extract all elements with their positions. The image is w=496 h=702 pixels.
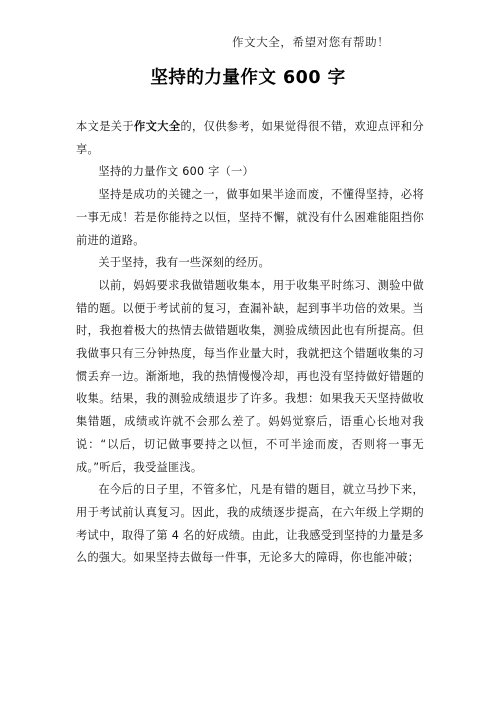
paragraph-4: 在今后的日子里，不管多忙，凡是有错的题目，就立马抄下来，用于考试前认真复习。因此，我的成绩逐步提高，在六年级上学期的考试中，取得了第 4 名的好成绩。由此，让我感受到坚持的力量是多么的强大。如果坚持去做每一件事，无论多大的障碍，你也能冲破； xyxy=(76,483,424,565)
intro-paragraph xyxy=(76,116,424,161)
paragraph-1: 坚持是成功的关键之一，做事如果半途而废，不懂得坚持，必将一事无成！若是你能持之以恒，坚持不懈，就没有什么困难能阻挡你前进的道路。 xyxy=(76,188,424,247)
document-body xyxy=(76,116,424,570)
document-title: 坚持的力量作文 600 字 xyxy=(150,68,346,88)
intro-text-before: 本文是关于 xyxy=(76,120,135,133)
paragraph-3: 以前，妈妈要求我做错题收集本，用于收集平时练习、测验中做错的题。以便于考试前的复习，查漏补缺，起到事半功倍的效果。当时，我抱着极大的热情去做错题收集，测验成绩因此也有所提高。但我做事只有三分钟热度，每当作业量大时，我就把这个错题收集的习惯丢弃一边。渐渐地，我的热情慢慢冷却，再也没有坚持做好错题的收集。结果，我的测验成绩退步了许多。我想：如果我天天坚持做收集错题，成绩或许就不会那么差了。妈妈觉察后，语重心长地对我说：“以后，切记做事要持之以恒，不可半途而废，否则将一事无成。”听后，我受益匪浅。 xyxy=(76,278,424,474)
paragraph-2: 关于坚持，我有一些深刻的经历。 xyxy=(98,256,270,270)
section-heading: 坚持的力量作文 600 字（一） xyxy=(98,165,254,179)
header-note: 作文大全，希望对您有帮助！ xyxy=(232,35,390,49)
intro-emphasis: 作文大全 xyxy=(134,120,181,133)
intro-text-after: 的，仅供参考，如果觉得很不错，欢迎点评和分享。 xyxy=(76,120,424,156)
